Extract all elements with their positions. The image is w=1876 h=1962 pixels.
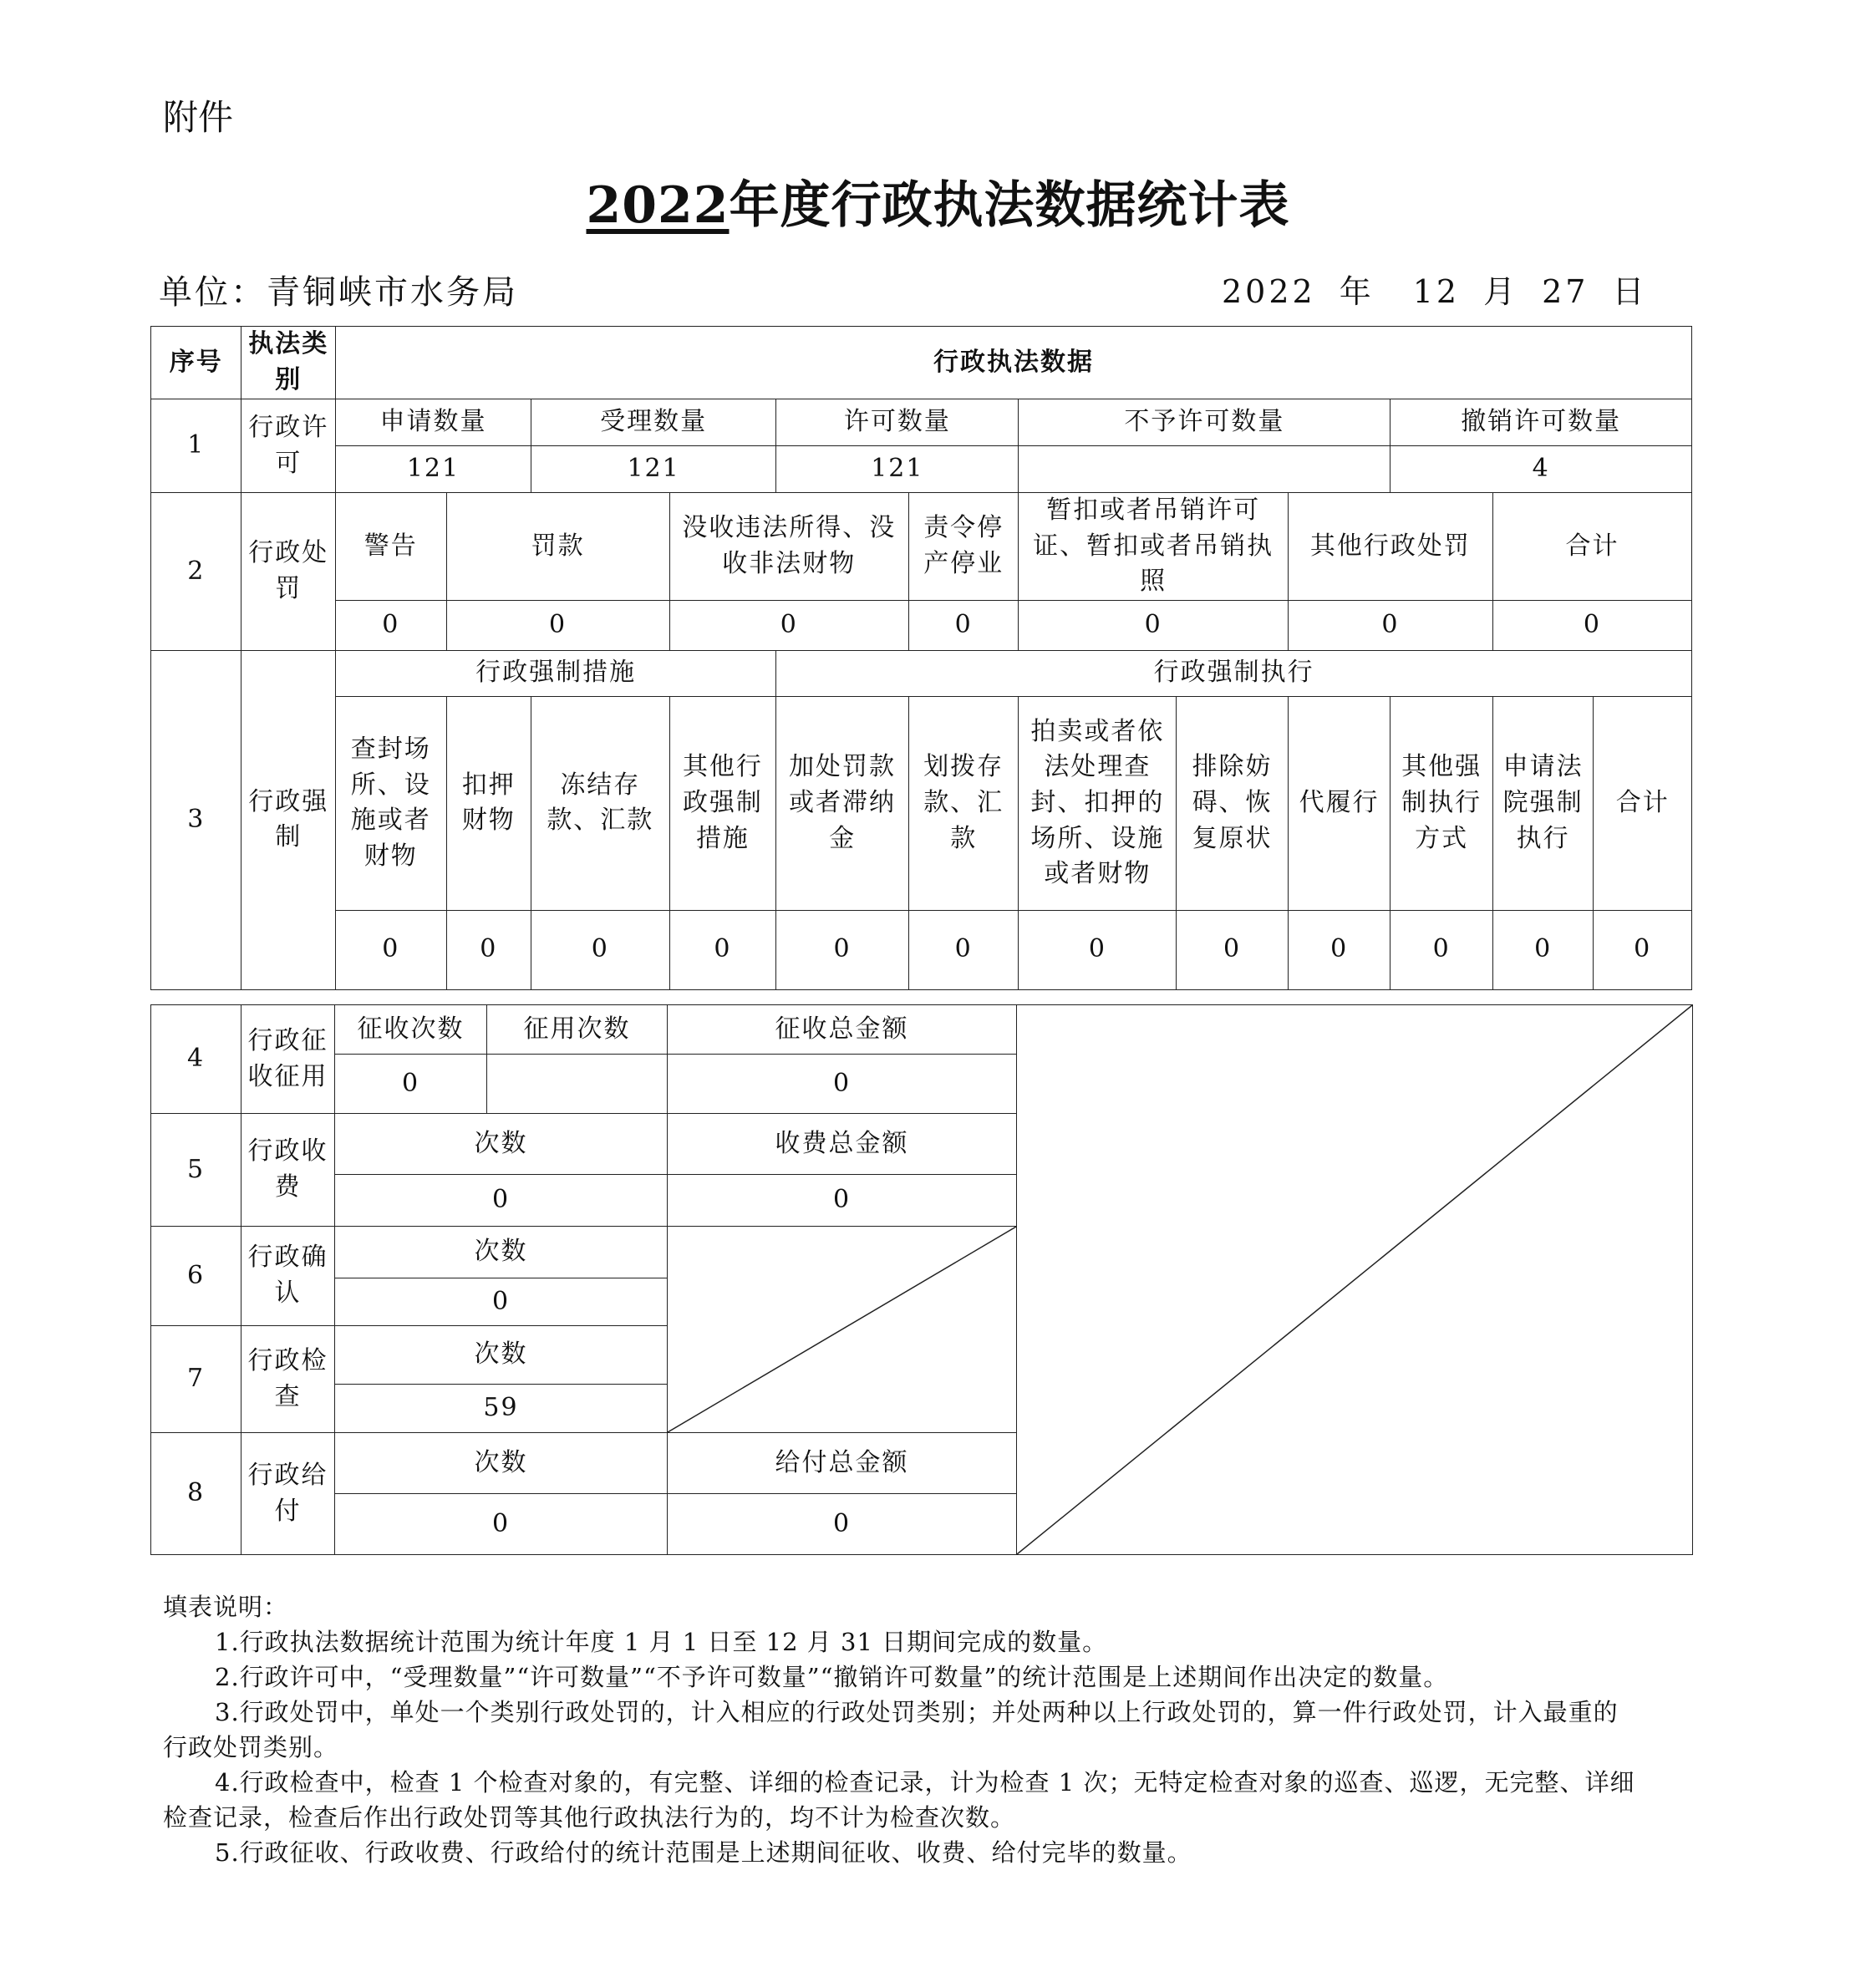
type-levy: 行政征收征用 — [241, 1005, 335, 1114]
pay-header-amount: 给付总金额 — [668, 1433, 1017, 1494]
pen-header-fine: 罚款 — [446, 493, 669, 601]
pen-header-suspend: 责令停产停业 — [908, 493, 1019, 601]
seq-1: 1 — [151, 399, 241, 493]
coe-value-substitute: 0 — [1288, 910, 1390, 989]
pen-value-fine: 0 — [446, 600, 669, 650]
confirm-header-count: 次数 — [335, 1227, 668, 1278]
pen-value-total: 0 — [1492, 600, 1691, 650]
coe-header-other-exec: 其他强制执行方式 — [1390, 696, 1493, 910]
coe-header-other-measures: 其他行政强制措施 — [669, 696, 776, 910]
coe-header-detain: 扣押财物 — [446, 696, 531, 910]
lic-value-apply: 121 — [335, 446, 531, 493]
blank-diagonal-cell-small — [668, 1227, 1017, 1433]
lic-value-permit: 121 — [776, 446, 1019, 493]
pen-value-confiscate: 0 — [669, 600, 908, 650]
page-title — [0, 165, 1876, 237]
fee-value-amount: 0 — [668, 1175, 1017, 1227]
coercion-execution-group: 行政强制执行 — [776, 650, 1692, 696]
title-year: 2022 — [586, 176, 730, 235]
seq-5: 5 — [151, 1114, 241, 1227]
pen-value-warning: 0 — [335, 600, 446, 650]
note-2: 2.行政许可中，“受理数量”“许可数量”“不予许可数量”“撤销许可数量”的统计范围是上述期间作出决定的数量。 — [215, 1663, 1449, 1691]
coe-value-remove-obstruction: 0 — [1177, 910, 1289, 989]
lic-header-accept: 受理数量 — [531, 399, 775, 446]
pen-value-revoke: 0 — [1019, 600, 1288, 650]
note-4-cont: 检查记录，检查后作出行政处罚等其他行政执法行为的，均不计为检查次数。 — [163, 1803, 1016, 1832]
lic-header-permit: 许可数量 — [776, 399, 1019, 446]
coe-header-late-fee: 加处罚款或者滞纳金 — [776, 696, 909, 910]
pen-header-other: 其他行政处罚 — [1288, 493, 1492, 601]
type-coercion: 行政强制 — [241, 650, 335, 989]
pen-header-total: 合计 — [1492, 493, 1691, 601]
lic-header-revoke: 撤销许可数量 — [1390, 399, 1692, 446]
date-year: 2022 — [1222, 273, 1316, 310]
levy-header-count: 征收次数 — [335, 1005, 487, 1055]
coe-value-total: 0 — [1594, 910, 1692, 989]
confirm-value-count: 0 — [335, 1278, 668, 1326]
lic-value-revoke: 4 — [1390, 446, 1692, 493]
stats-table-main — [150, 326, 1692, 990]
coe-header-total: 合计 — [1594, 696, 1692, 910]
pen-value-other: 0 — [1288, 600, 1492, 650]
seq-6: 6 — [151, 1227, 241, 1326]
lic-header-deny: 不予许可数量 — [1019, 399, 1390, 446]
coe-value-court: 0 — [1492, 910, 1594, 989]
seq-8: 8 — [151, 1433, 241, 1555]
coe-value-other-exec: 0 — [1390, 910, 1493, 989]
lic-value-accept: 121 — [531, 446, 775, 493]
coe-value-detain: 0 — [446, 910, 531, 989]
fill-instructions — [163, 1589, 1717, 1870]
blank-diagonal-cell — [1017, 1005, 1693, 1555]
coe-header-seal: 查封场所、设施或者财物 — [335, 696, 446, 910]
coe-header-remove-obstruction: 排除妨碍、恢复原状 — [1177, 696, 1289, 910]
coe-header-freeze: 冻结存款、汇款 — [531, 696, 669, 910]
unit-label: 单位：青铜峡市水务局 — [159, 273, 518, 312]
date-day-char: 日 — [1612, 273, 1648, 310]
coe-header-court: 申请法院强制执行 — [1492, 696, 1594, 910]
pay-value-amount: 0 — [668, 1494, 1017, 1555]
attachment-label: 附件 — [163, 97, 234, 138]
levy-value-requisition — [487, 1055, 668, 1114]
header-data: 行政执法数据 — [335, 327, 1691, 399]
inspect-header-count: 次数 — [335, 1326, 668, 1385]
lic-header-apply: 申请数量 — [335, 399, 531, 446]
levy-header-amount: 征收总金额 — [668, 1005, 1017, 1055]
date-year-char: 年 — [1339, 273, 1375, 310]
type-confirm: 行政确认 — [241, 1227, 335, 1326]
date-day: 27 — [1542, 273, 1589, 310]
coe-value-transfer: 0 — [908, 910, 1019, 989]
header-type: 执法类别 — [241, 327, 335, 399]
coe-header-substitute: 代履行 — [1288, 696, 1390, 910]
note-3: 3.行政处罚中，单处一个类别行政处罚的，计入相应的行政处罚类别；并处两种以上行政处罚的，算一件行政处罚，计入最重的 — [215, 1698, 1619, 1726]
levy-header-requisition: 征用次数 — [487, 1005, 668, 1055]
type-payment: 行政给付 — [241, 1433, 335, 1555]
coe-value-auction: 0 — [1019, 910, 1177, 989]
note-3-cont: 行政处罚类别。 — [163, 1733, 339, 1761]
diagonal-line-small — [668, 1227, 1016, 1432]
pay-value-count: 0 — [335, 1494, 668, 1555]
title-text: 年度行政执法数据统计表 — [729, 176, 1290, 235]
date-month-char: 月 — [1483, 273, 1519, 310]
pay-header-count: 次数 — [335, 1433, 668, 1494]
note-4: 4.行政检查中，检查 1 个检查对象的，有完整、详细的检查记录，计为检查 1 次；无特定检查对象的巡查、巡逻，无完整、详细 — [215, 1768, 1635, 1797]
seq-4: 4 — [151, 1005, 241, 1114]
pen-header-warning: 警告 — [335, 493, 446, 601]
pen-value-suspend: 0 — [908, 600, 1019, 650]
type-inspect: 行政检查 — [241, 1326, 335, 1433]
inspect-value-count: 59 — [335, 1385, 668, 1433]
coe-header-auction: 拍卖或者依法处理查封、扣押的场所、设施或者财物 — [1019, 696, 1177, 910]
note-5: 5.行政征收、行政收费、行政给付的统计范围是上述期间征收、收费、给付完毕的数量。 — [215, 1838, 1192, 1867]
coe-value-seal: 0 — [335, 910, 446, 989]
stats-table-secondary — [150, 1004, 1693, 1555]
coe-header-transfer: 划拨存款、汇款 — [908, 696, 1019, 910]
fee-value-count: 0 — [335, 1175, 668, 1227]
seq-3: 3 — [151, 650, 241, 989]
seq-2: 2 — [151, 493, 241, 651]
fee-header-count: 次数 — [335, 1114, 668, 1175]
type-fee: 行政收费 — [241, 1114, 335, 1227]
type-penalty: 行政处罚 — [241, 493, 335, 651]
pen-header-confiscate: 没收违法所得、没收非法财物 — [669, 493, 908, 601]
pen-header-revoke: 暂扣或者吊销许可证、暂扣或者吊销执照 — [1019, 493, 1288, 601]
coercion-measures-group: 行政强制措施 — [335, 650, 775, 696]
notes-heading: 填表说明： — [163, 1593, 289, 1621]
header-seq: 序号 — [151, 327, 241, 399]
fee-header-amount: 收费总金额 — [668, 1114, 1017, 1175]
levy-value-amount: 0 — [668, 1055, 1017, 1114]
type-licensing: 行政许可 — [241, 399, 335, 493]
note-1: 1.行政执法数据统计范围为统计年度 1 月 1 日至 12 月 31 日期间完成的数量。 — [215, 1628, 1108, 1656]
coe-value-other-measures: 0 — [669, 910, 776, 989]
date-month: 12 — [1412, 273, 1461, 310]
seq-7: 7 — [151, 1326, 241, 1433]
coe-value-freeze: 0 — [531, 910, 669, 989]
levy-value-count: 0 — [335, 1055, 487, 1114]
lic-value-deny — [1019, 446, 1390, 493]
diagonal-line — [1017, 1005, 1692, 1554]
coe-value-late-fee: 0 — [776, 910, 909, 989]
report-date — [1222, 266, 1670, 312]
